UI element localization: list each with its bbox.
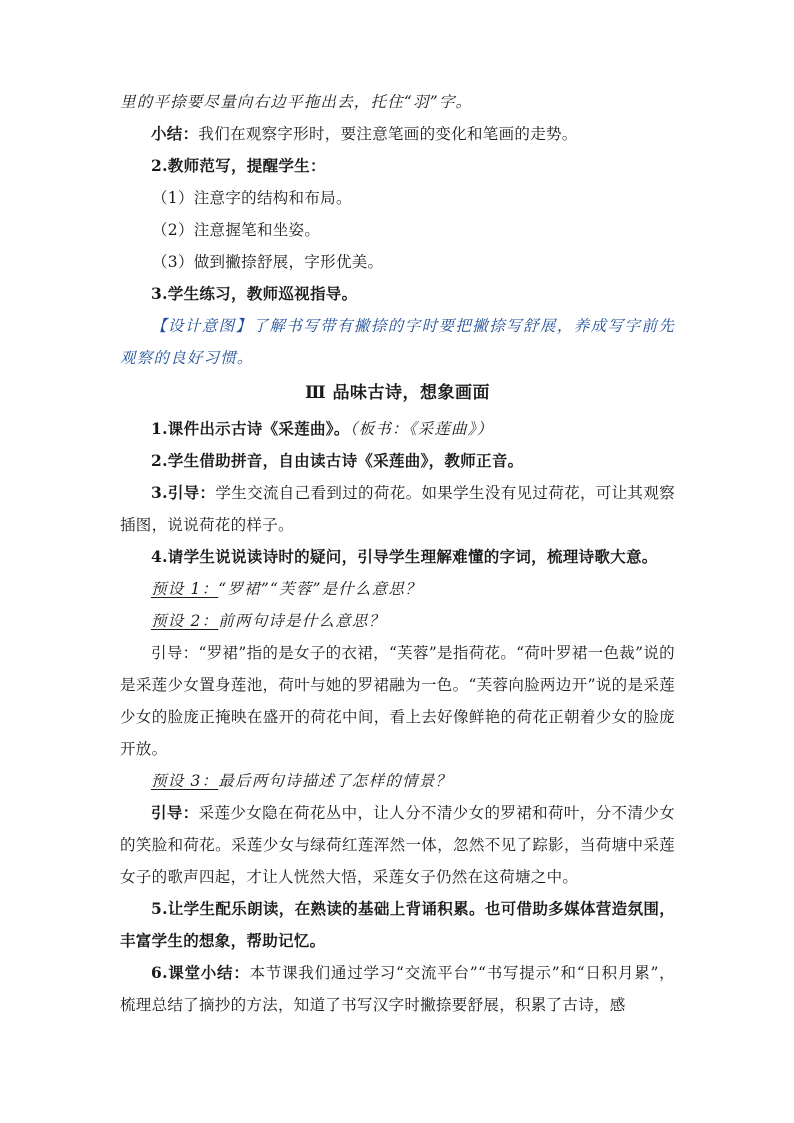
step-2-paragraph: 2.学生借助拼音，自由读古诗《采莲曲》，教师正音。 [151,451,524,470]
reminder-item-1: （1）注意字的结构和布局。 [152,189,352,207]
reminder-item-2: （2）注意握笔和坐姿。 [152,221,321,239]
summary-paragraph [120,118,675,150]
section-title: Ⅲ 品味古诗，想象画面 [304,383,491,403]
preset-2-text: 前两句诗是什么意思？ [218,612,386,630]
step-4-paragraph: 4.请学生说说读诗时的疑问，引导学生理解难懂的字词，梳理诗歌大意。 [151,547,658,566]
step-3-label: 3.引导： [151,483,216,502]
preset-1-paragraph [120,573,675,605]
preset-2-label: 预设 2： [151,612,219,630]
guide-2-label: 引导： [151,803,199,822]
step-6-paragraph [120,957,675,1021]
preset-1-label: 预设 1： [151,580,219,598]
preset-1-text: “罗裙”“芙蓉”是什么意思？ [218,580,422,598]
step-5-paragraph: 5.让学生配乐朗读，在熟读的基础上背诵积累。也可借助多媒体营造氛围，丰富学生的想象，帮助记忆。 [120,899,675,950]
step-student-practice: 3.学生练习，教师巡视指导。 [151,284,358,303]
step-teacher-demo: 2.教师范写，提醒学生： [151,156,326,175]
summary-label: 小结： [151,124,199,143]
design-intent-text: 了解书写带有撇捺的字时要把撇捺写舒展，养成写字前先观察的良好习惯。 [120,317,675,367]
guide-1-paragraph: 引导：“罗裙”指的是女子的衣裙，“芙蓉”是指荷花。“荷叶罗裙一色裁”说的是采莲少女置身莲池，荷叶与她的罗裙融为一色。“芙蓉向脸两边开”说的是采莲少女的脸庞正掩映在盛开的荷花中间，看上去好像鲜艳的荷花正朝着少女的脸庞开放。 [120,644,675,758]
summary-text: 我们在观察字形时，要注意笔画的变化和笔画的走势。 [198,125,578,143]
step-6-text: 本节课我们通过学习“交流平台”“书写提示”和“日积月累”，梳理总结了摘抄的方法，知道了书写汉字时撇捺要舒展，积累了古诗，感 [120,964,675,1014]
document-page [120,86,675,1021]
guide-2-paragraph [120,797,675,893]
guide-2-text: 采莲少女隐在荷花丛中，让人分不清少女的罗裙和荷叶，分不清少女的笑脸和荷花。采莲少女与绿荷红莲浑然一体，忽然不见了踪影，当荷塘中采莲女子的歌声四起，才让人恍然大悟，采莲女子仍然在这荷塘之中。 [120,804,675,886]
step-3-text: 学生交流自己看到过的荷花。如果学生没有见过荷花，可让其观察插图，说说荷花的样子。 [120,484,676,534]
design-intent-paragraph [120,310,675,374]
step-1-board-note: （板书：《采莲曲》） [349,420,494,438]
preset-2-paragraph [120,605,675,637]
step-1-text: 1.课件出示古诗《采莲曲》。 [151,419,350,438]
step-1-paragraph [120,413,675,445]
design-intent-tag: 【设计意图】 [151,317,253,335]
preset-3-label: 预设 3： [151,772,219,790]
preset-3-paragraph [120,765,675,797]
paragraph-continuation: 里的平捺要尽量向右边平拖出去，托住“羽”字。 [120,93,473,111]
step-6-label: 6.课堂小结： [151,963,250,982]
preset-3-text: 最后两句诗描述了怎样的情景？ [218,772,453,790]
step-3-paragraph [120,477,675,541]
reminder-item-3: （3）做到撇捺舒展，字形优美。 [152,253,384,271]
